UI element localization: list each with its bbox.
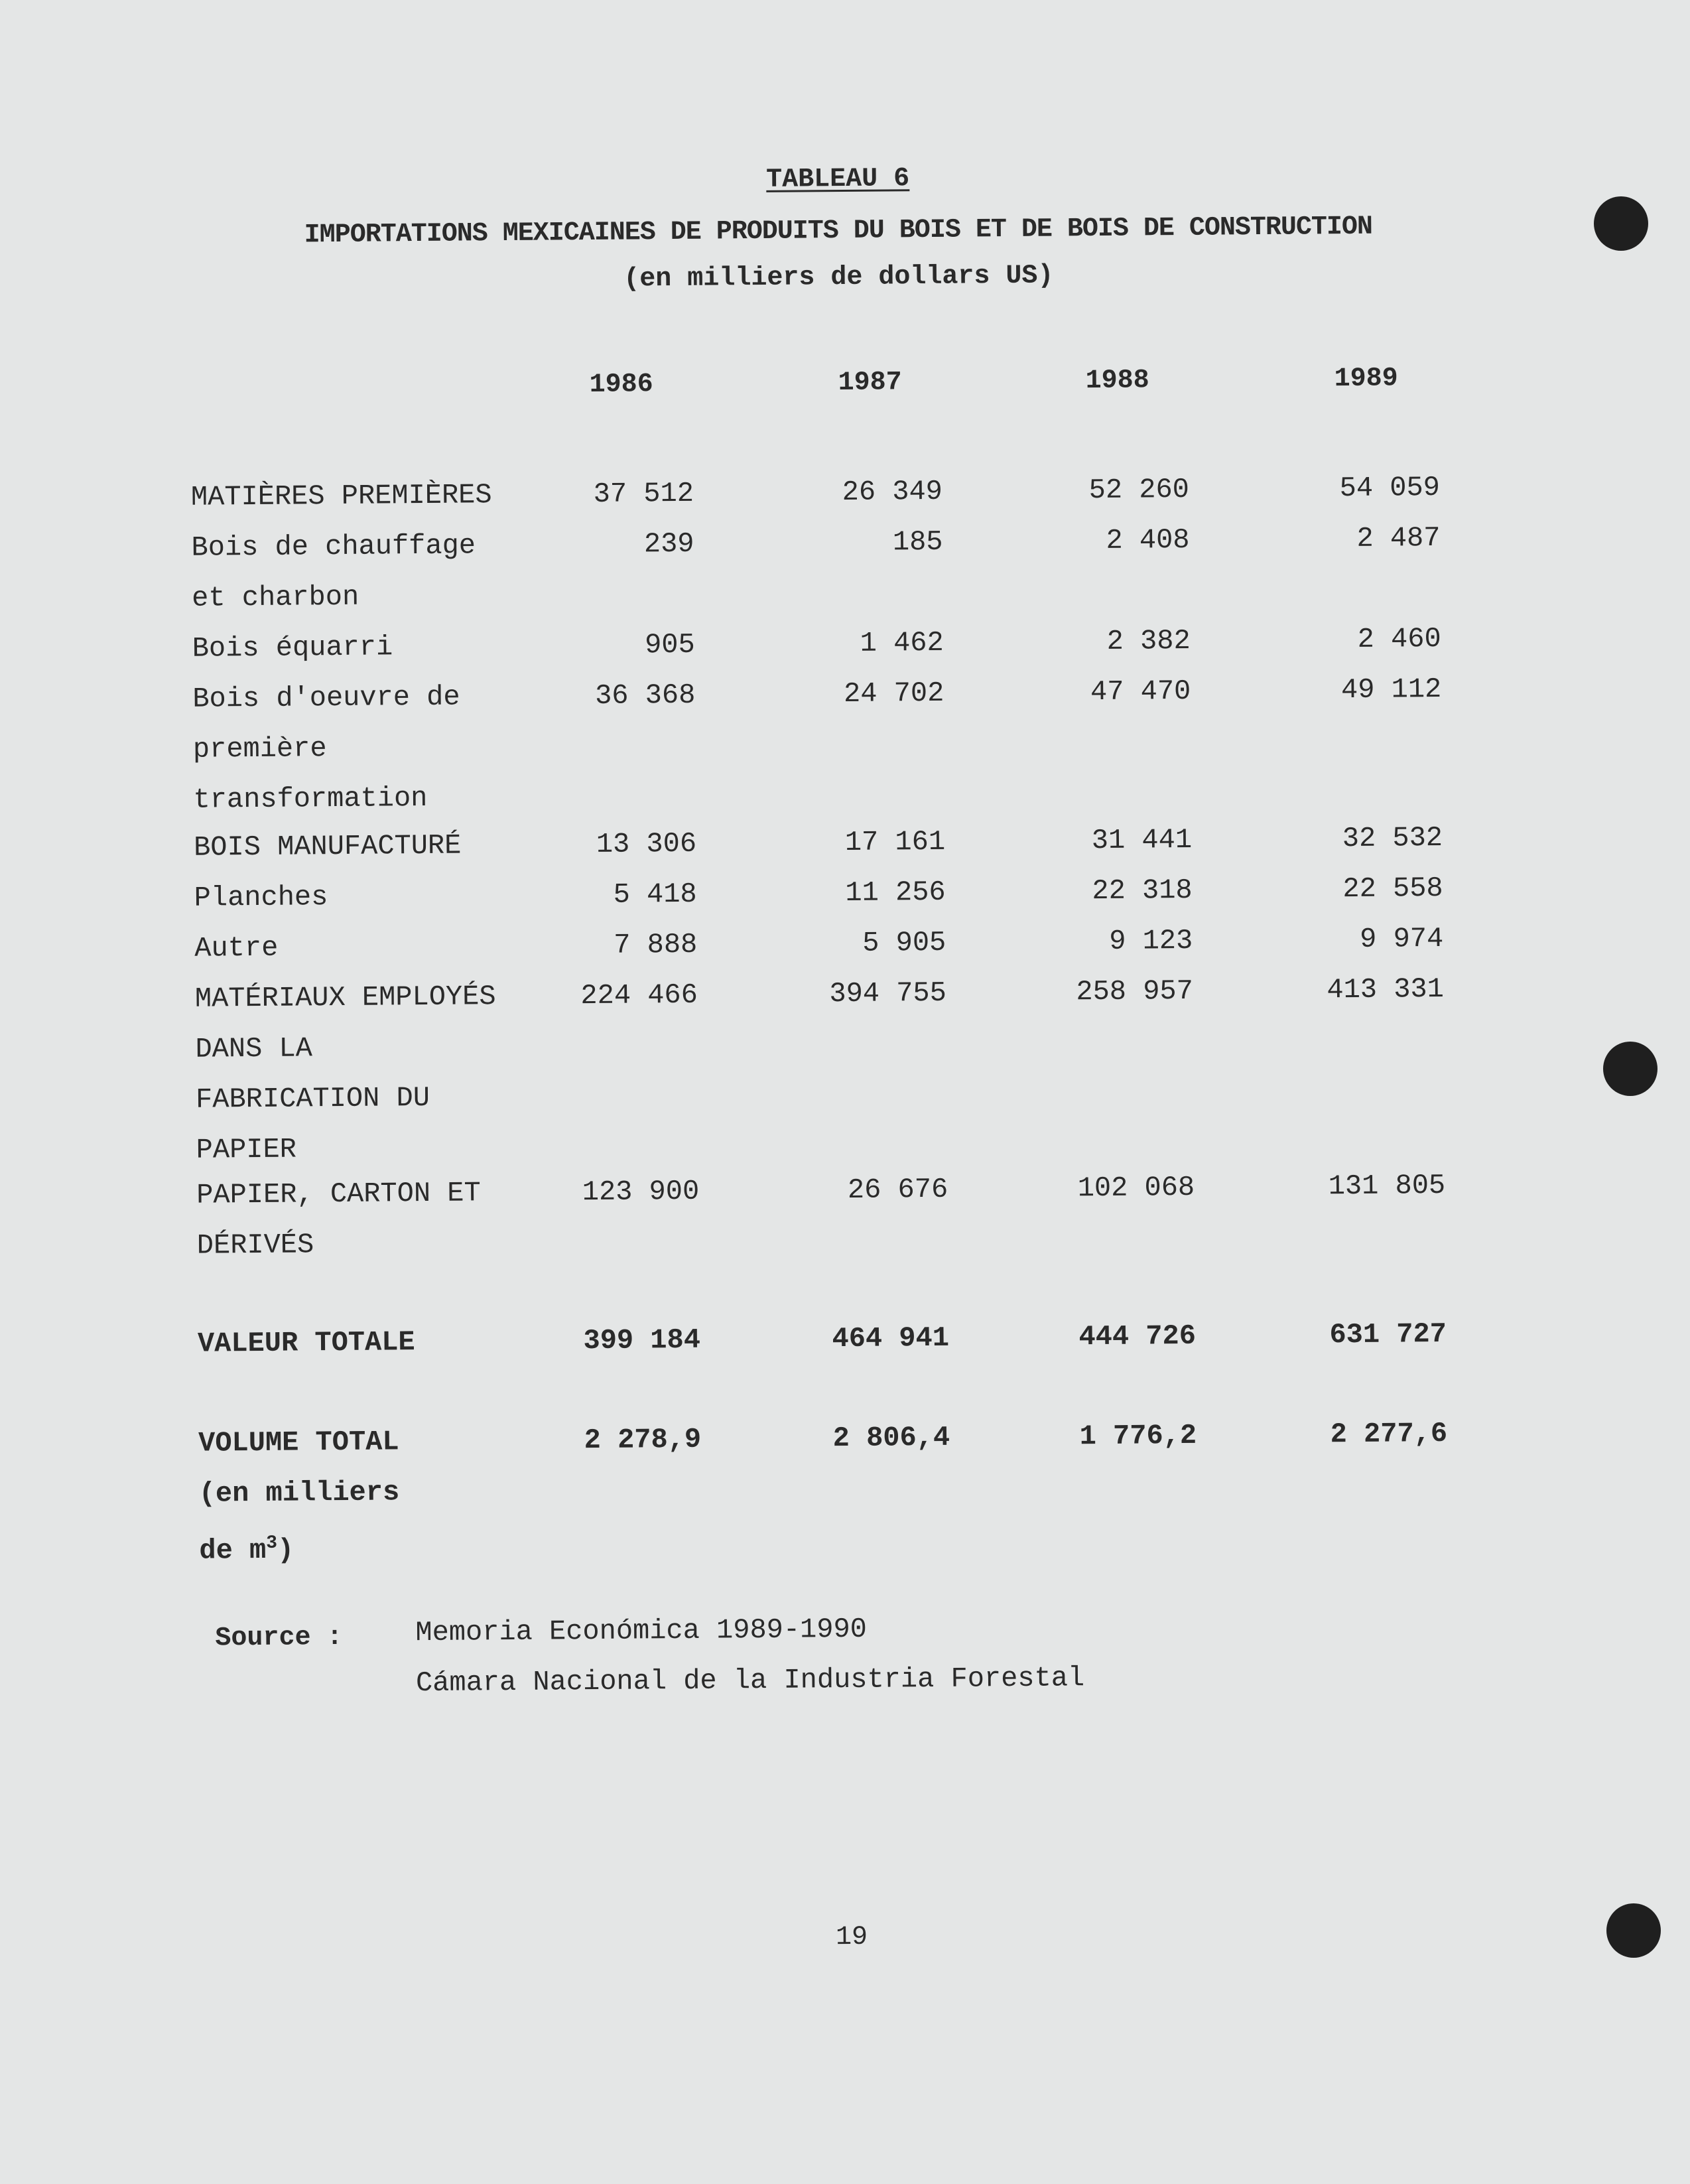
cell-1989: 22 558 xyxy=(1342,872,1443,906)
row-label: MATÉRIAUX EMPLOYÉS DANS LA FABRICATION DU PAPIER xyxy=(194,981,496,1166)
table-row-matieres-premieres xyxy=(0,460,1685,513)
cell-1986: 5 418 xyxy=(613,878,697,911)
cell-1986: 7 888 xyxy=(614,928,698,961)
row-label: Bois équarri xyxy=(192,631,393,665)
binder-hole xyxy=(1594,196,1648,251)
cell-1986: 2 278,9 xyxy=(584,1423,702,1457)
cell-1987: 26 349 xyxy=(842,475,943,509)
year-header-1987: 1987 xyxy=(838,368,902,399)
cell-1986: 239 xyxy=(643,527,694,561)
cell-1989: 32 532 xyxy=(1342,821,1443,855)
binder-hole xyxy=(1603,1042,1658,1096)
table-label: TABLEAU 6 xyxy=(766,164,910,195)
cell-1989: 413 331 xyxy=(1327,973,1445,1006)
year-header-1989: 1989 xyxy=(1334,364,1398,395)
row-label: BOIS MANUFACTURÉ xyxy=(193,829,462,864)
source-line: Memoria Económica 1989-1990 xyxy=(415,1613,868,1649)
cell-1986: 37 512 xyxy=(593,477,694,510)
cell-1986: 123 900 xyxy=(582,1175,700,1209)
row-label: VALEUR TOTALE xyxy=(197,1326,415,1360)
source-line: Cámara Nacional de la Industria Forestal xyxy=(415,1662,1085,1700)
cell-1987: 2 806,4 xyxy=(832,1421,950,1455)
cell-1989: 631 727 xyxy=(1329,1318,1447,1351)
cell-1988: 22 318 xyxy=(1092,874,1193,908)
cell-1987: 24 702 xyxy=(843,677,944,710)
cell-1988: 52 260 xyxy=(1088,473,1190,507)
row-label: Autre xyxy=(194,931,279,965)
row-label: Bois d'oeuvre de première transformation xyxy=(192,681,460,816)
row-label: VOLUME TOTAL (en milliers de $m^3$) xyxy=(198,1426,400,1567)
row-label: Bois de chauffage et charbon xyxy=(191,529,476,614)
page-number: 19 xyxy=(835,1922,868,1953)
binder-hole xyxy=(1606,1903,1661,1958)
cell-1989: 2 487 xyxy=(1356,521,1441,555)
cell-1989: 2 460 xyxy=(1357,622,1441,655)
cell-1987: 11 256 xyxy=(845,876,946,909)
cell-1987: 185 xyxy=(892,525,943,559)
cell-1986: 905 xyxy=(644,628,695,661)
cell-1988: 258 957 xyxy=(1076,975,1194,1008)
cell-1987: 464 941 xyxy=(832,1322,950,1355)
year-header-1988: 1988 xyxy=(1085,366,1149,397)
row-label: MATIÈRES PREMIÈRES xyxy=(190,479,492,513)
table-row-volume-total xyxy=(3,1406,1690,1567)
cell-1986: 13 306 xyxy=(596,827,697,860)
cell-1988: 102 068 xyxy=(1077,1171,1195,1205)
table-row-valeur-totale xyxy=(2,1307,1690,1360)
table-subtitle: (en milliers de dollars US) xyxy=(623,261,1054,295)
cell-1986: 224 466 xyxy=(580,979,698,1012)
cell-1987: 394 755 xyxy=(829,977,947,1010)
cell-1987: 17 161 xyxy=(844,825,946,858)
cell-1986: 399 184 xyxy=(583,1324,701,1357)
cell-1987: 26 676 xyxy=(847,1173,948,1206)
cell-1989: 49 112 xyxy=(1340,673,1442,707)
cell-1988: 47 470 xyxy=(1090,675,1191,709)
year-header-1986: 1986 xyxy=(589,370,653,400)
row-label: Planches xyxy=(194,881,328,914)
table-title: IMPORTATIONS MEXICAINES DE PRODUITS DU BOIS ET DE BOIS DE CONSTRUCTION xyxy=(304,212,1373,251)
cell-1989: 2 277,6 xyxy=(1330,1417,1448,1451)
cell-1988: 444 726 xyxy=(1078,1320,1197,1353)
cell-1989: 131 805 xyxy=(1328,1169,1446,1203)
cell-1988: 2 382 xyxy=(1106,624,1191,657)
source-text xyxy=(415,1602,1084,1708)
cell-1986: 36 368 xyxy=(594,679,696,712)
cell-1988: 31 441 xyxy=(1091,823,1193,857)
cell-1989: 54 059 xyxy=(1339,471,1441,505)
cell-1989: 9 974 xyxy=(1360,922,1444,955)
row-label: PAPIER, CARTON ET DÉRIVÉS xyxy=(196,1177,481,1262)
source-label: Source : xyxy=(215,1622,343,1654)
superscript: 3 xyxy=(266,1533,278,1554)
cell-1988: 1 776,2 xyxy=(1079,1419,1197,1453)
cell-1987: 1 462 xyxy=(860,626,944,659)
cell-1987: 5 905 xyxy=(862,926,946,959)
cell-1988: 2 408 xyxy=(1106,523,1190,557)
cell-1988: 9 123 xyxy=(1109,924,1193,957)
